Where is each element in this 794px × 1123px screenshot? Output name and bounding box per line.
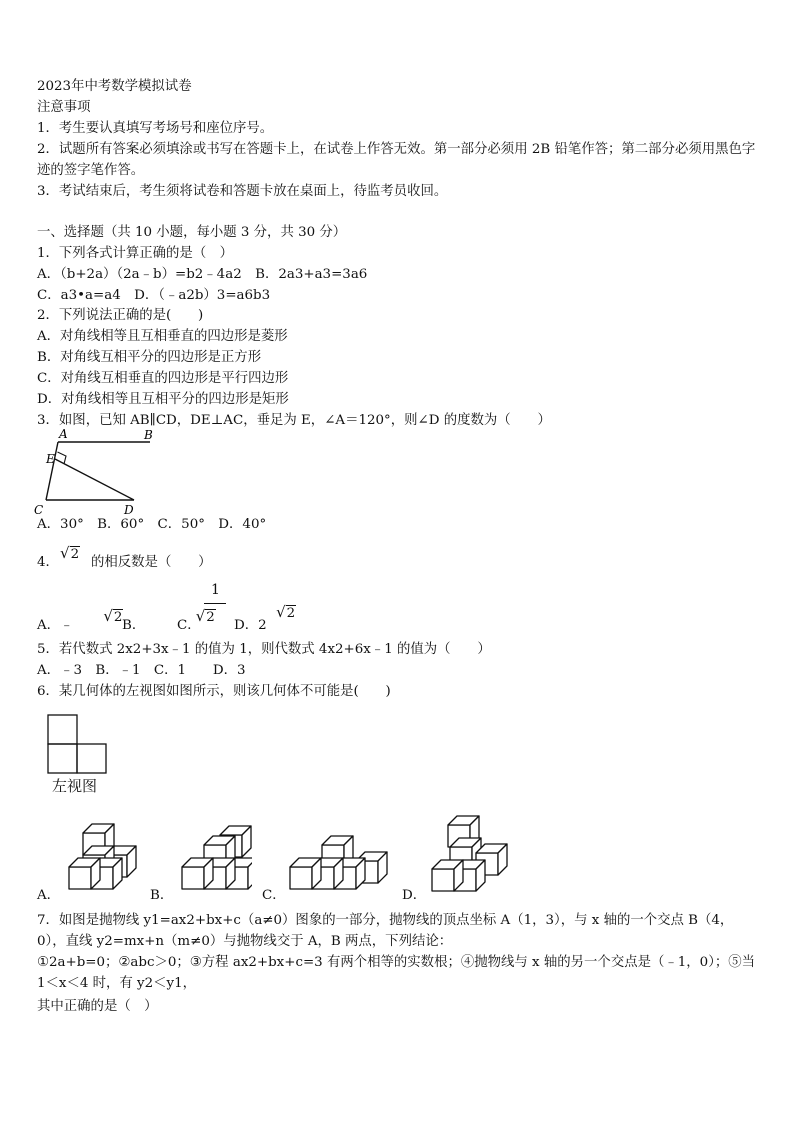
question-3-stem: 3．如图，已知 AB∥CD，DE⊥AC，垂足为 E，∠A＝120°，则∠D 的度数为（ ） [37,413,551,428]
question-5-stem: 5．若代数式 2x2+3x﹣1 的值为 1，则代数式 4x2+6x﹣1 的值为（ ） [37,642,491,657]
question-6-option-b: B． [150,888,174,903]
question-4-option-c: C． [177,618,201,633]
question-2-option: C．对角线互相垂直的四边形是平行四边形 [37,371,289,386]
notice-heading: 注意事项 [37,100,91,115]
radicand: 2 [286,606,296,621]
radicand: 2 [70,547,80,562]
radical-sign: √ [195,607,206,625]
question-1-options: C．a3•a=a4 D．（﹣a2b）3=a6b3 [37,288,271,303]
section-heading: 一、选择题（共 10 小题，每小题 3 分，共 30 分） [37,225,347,240]
notice-item: 2．试题所有答案必须填涂或书写在答题卡上，在试卷上作答无效。第一部分必须用 2B 铅笔作答；第二部分必须用黑色字迹的签字笔作答。 [37,142,756,178]
label-d: D [124,503,134,517]
cube [432,860,463,891]
notice-item: 3．考试结束后，考生须将试卷和答题卡放在桌面上，待监考员收回。 [37,184,448,199]
label-b: B [144,428,153,442]
question-7-question: 其中正确的是（ ） [37,999,158,1014]
label-c: C [34,503,44,517]
question-2-option: B．对角线互相平分的四边形是正方形 [37,350,262,365]
fraction-numerator: 1 [211,582,220,598]
radical-sign: √ [276,603,286,621]
label-a: A [59,427,68,441]
cube-option-b [180,819,252,893]
question-5-options: A．﹣3 B．﹣1 C．1 D．3 [37,663,246,678]
question-2-stem: 2．下列说法正确的是( ) [37,308,204,323]
radicand: 2 [206,610,215,625]
sqrt-expression [60,544,80,562]
radical-sign: √ [103,607,113,625]
question-3-options: A．30° B．60° C．50° D．40° [37,517,267,532]
cube [182,858,213,889]
sqrt-expression [103,607,123,625]
question-4-option-d: D．2 [234,618,267,633]
question-7-conclusions: ①2a+b=0；②abc＞0；③方程 ax2+bx+c=3 有两个相等的实数根；④抛物线与 x 轴的另一个交点是（﹣1，0）；⑤当 1＜x＜4 时，有 y2＜y1， [37,955,756,991]
question-2-option: A．对角线相等且互相垂直的四边形是菱形 [37,329,288,344]
radicand: 2 [113,610,123,625]
question-4-stem: 的相反数是（ ） [91,555,212,570]
label-e: E [46,452,55,466]
question-2-option: D．对角线相等且互相平分的四边形是矩形 [37,392,289,407]
question-1-stem: 1．下列各式计算正确的是（ ） [37,246,233,261]
question-7-stem: 7．如图是抛物线 y1=ax2+bx+c（a≠0）图象的一部分，抛物线的顶点坐标 A（1，3），与 x 轴的一个交点 B（4，0），直线 y2=mx+n（m≠0）与抛物线交于 A，B 两点，下列结论： [37,913,734,949]
line-ac [46,442,58,500]
left-view-figure [47,714,109,774]
left-view-caption: 左视图 [52,777,98,795]
cube-option-c [288,819,388,893]
question-6-option-a: A． [37,888,61,903]
fraction-bar [204,603,226,604]
exam-title: 2023年中考数学模拟试卷 [37,79,192,94]
question-4-number: 4． [37,555,59,570]
radical-sign: √ [60,544,70,562]
question-6-option-d: D． [402,888,427,903]
cube [69,858,100,889]
question-4-option-b: B． [122,618,146,633]
sqrt-expression [276,603,296,621]
cube-option-d [430,813,514,895]
question-1-options: A．（b+2a）（2a﹣b）=b2﹣4a2 B．2a3+a3=3a6 [37,267,368,282]
notice-item: 1．考生要认真填写考场号和座位序号。 [37,121,274,136]
question-3-figure [36,426,156,518]
question-6-stem: 6．某几何体的左视图如图所示，则该几何体不可能是( ) [37,684,391,699]
cube [290,858,321,889]
line-de [55,459,134,500]
cube-option-a [67,819,139,893]
question-4-option-a: A．﹣ [37,618,74,633]
question-6-option-c: C． [262,888,286,903]
